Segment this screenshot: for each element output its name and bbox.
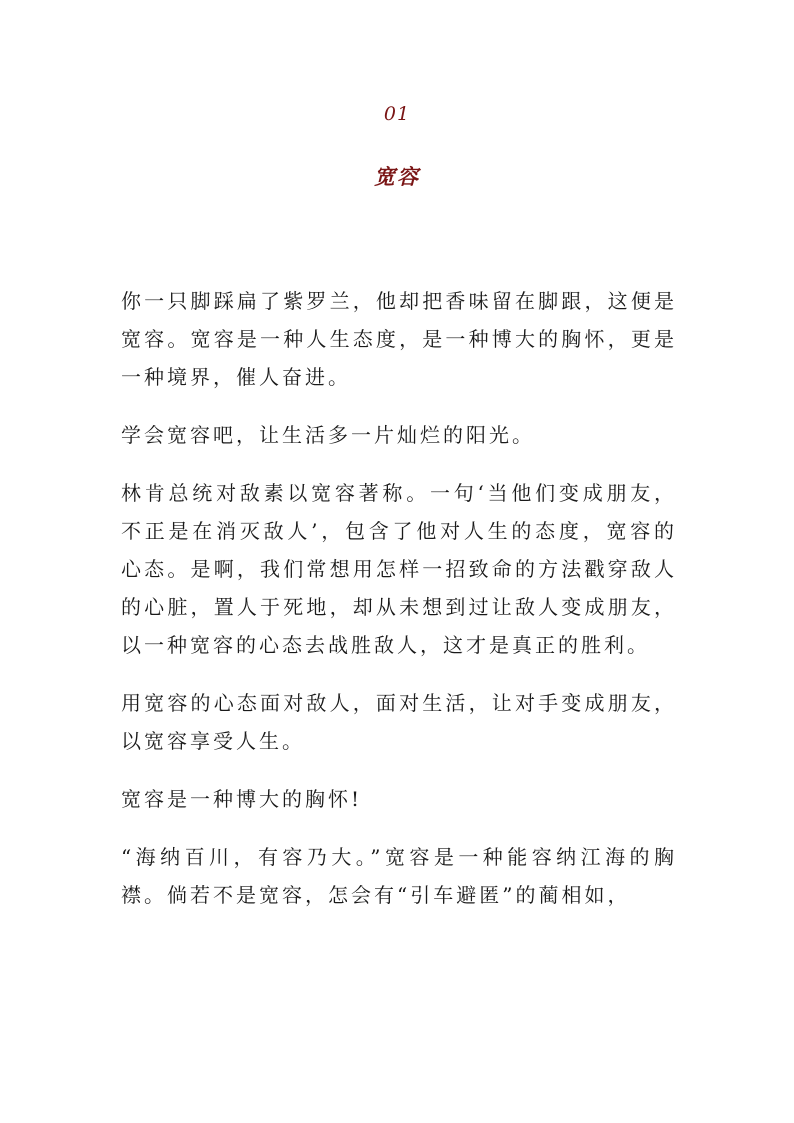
paragraph: 林肯总统对敌素以宽容著称。一句‘当他们变成朋友，不正是在消灭敌人’，包含了他对人生的态度，宽容的心态。是啊，我们常想用怎样一招致命的方法戳穿敌人的心脏，置人于死地，却从未想到过让敌人变成朋友，以一种宽容的心态去战胜敌人，这才是真正的胜利。 bbox=[121, 481, 677, 657]
paragraph: 用宽容的心态面对敌人，面对生活，让对手变成朋友，以宽容享受人生。 bbox=[121, 691, 677, 753]
paragraph: 宽容是一种博大的胸怀! bbox=[121, 787, 363, 811]
paragraph: 你一只脚踩扁了紫罗兰，他却把香味留在脚跟，这便是宽容。宽容是一种人生态度，是一种博大的胸怀，更是一种境界，催人奋进。 bbox=[121, 289, 677, 389]
paragraph: “海纳百川，有容乃大。”宽容是一种能容纳江海的胸襟。倘若不是宽容，怎会有“引车避匿”的蔺相如， bbox=[121, 845, 677, 907]
section-title: 宽容 bbox=[374, 164, 420, 189]
article-body bbox=[121, 282, 677, 934]
section-number: 01 bbox=[383, 103, 411, 125]
paragraph: 学会宽容吧，让生活多一片灿烂的阳光。 bbox=[121, 423, 535, 447]
